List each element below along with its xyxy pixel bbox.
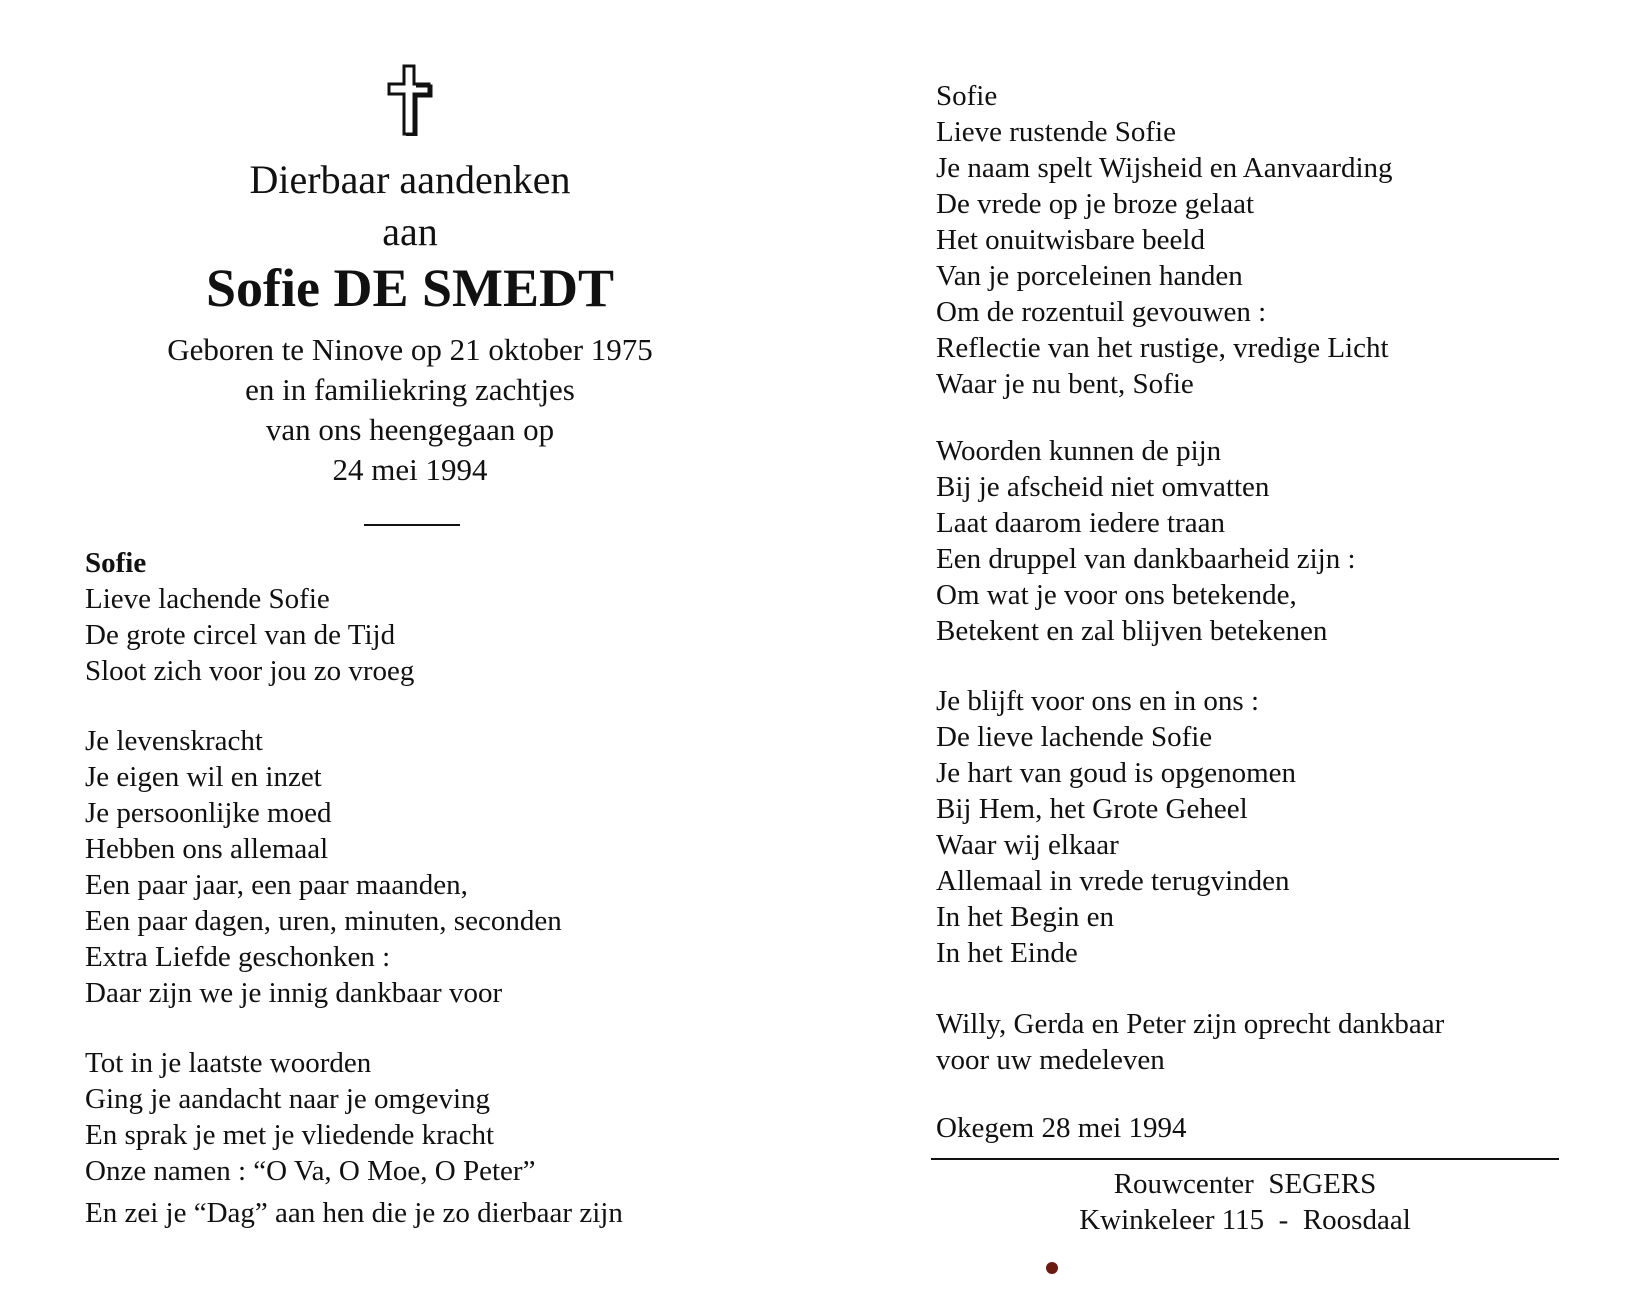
poem-line: Daar zijn we je innig dankbaar voor (85, 977, 503, 1009)
poem-line: Een paar jaar, een paar maanden, (85, 869, 468, 901)
poem-line: Lieve lachende Sofie (85, 583, 330, 615)
poem-line: Bij je afscheid niet omvatten (936, 471, 1270, 503)
poem-line: In het Begin en (936, 901, 1114, 933)
poem-stanza (936, 433, 1356, 649)
thanks-line: voor uw medeleven (936, 1044, 1165, 1076)
memorial-preposition: aan (382, 209, 438, 254)
poem-line: Een druppel van dankbaarheid zijn : (936, 543, 1356, 575)
poem-line: Waar je nu bent, Sofie (936, 368, 1194, 400)
funeral-home-name: Rouwcenter SEGERS (1113, 1168, 1377, 1200)
poem-title: Sofie (85, 547, 147, 579)
divider (364, 524, 460, 526)
poem-line: De grote circel van de Tijd (85, 619, 396, 651)
poem-line: Je blijft voor ons en in ons : (936, 685, 1260, 717)
poem-line: Lieve rustende Sofie (936, 116, 1176, 148)
funeral-home-address: Kwinkeleer 115 - Roosdaal (1079, 1204, 1411, 1236)
left-panel (0, 0, 820, 1300)
poem-line: Een paar dagen, uren, minuten, seconden (85, 905, 562, 937)
poem-line: Je levenskracht (85, 725, 263, 757)
family-line: en in familiekring zachtjes (245, 372, 575, 407)
poem-line: Om wat je voor ons betekende, (936, 579, 1297, 611)
poem-stanza (85, 545, 414, 689)
poem-stanza (936, 78, 1393, 402)
poem-line: In het Einde (936, 937, 1078, 969)
poem-line: Allemaal in vrede terugvinden (936, 865, 1290, 897)
place-date: Okegem 28 mei 1994 (936, 1112, 1187, 1144)
poem-line: Reflectie van het rustige, vredige Licht (936, 332, 1389, 364)
divider (931, 1158, 1559, 1160)
passed-line: van ons heengegaan op (265, 412, 555, 447)
poem-stanza (85, 723, 562, 1011)
poem-line: Sofie (936, 80, 998, 112)
poem-line: Je eigen wil en inzet (85, 761, 322, 793)
ink-dot (1046, 1262, 1058, 1274)
poem-stanza (85, 1045, 535, 1189)
poem-line: Om de rozentuil gevouwen : (936, 296, 1267, 328)
poem-stanza (936, 683, 1296, 971)
poem-line: Betekent en zal blijven betekenen (936, 615, 1328, 647)
thanks-line: Willy, Gerda en Peter zijn oprecht dankbaar (936, 1008, 1445, 1040)
birth-line: Geboren te Ninove op 21 oktober 1975 (167, 332, 653, 367)
thanks-note (936, 1006, 1444, 1078)
poem-line: Sloot zich voor jou zo vroeg (85, 655, 415, 687)
death-date: 24 mei 1994 (332, 452, 488, 487)
poem-line: Tot in je laatste woorden (85, 1047, 372, 1079)
poem-line: Laat daarom iedere traan (936, 507, 1226, 539)
poem-line: Je hart van goud is opgenomen (936, 757, 1297, 789)
right-panel (820, 0, 1644, 1300)
poem-line: Onze namen : “O Va, O Moe, O Peter” (85, 1155, 536, 1187)
poem-line: Je naam spelt Wijsheid en Aanvaarding (936, 152, 1393, 184)
poem-line: Ging je aandacht naar je omgeving (85, 1083, 491, 1115)
poem-line: Bij Hem, het Grote Geheel (936, 793, 1248, 825)
deceased-name: Sofie DE SMEDT (205, 258, 615, 318)
poem-line: Extra Liefde geschonken : (85, 941, 391, 973)
poem-line: De vrede op je broze gelaat (936, 188, 1255, 220)
cross-icon (385, 64, 435, 136)
poem-line: Het onuitwisbare beeld (936, 224, 1205, 256)
poem-line: En sprak je met je vliedende kracht (85, 1119, 495, 1151)
poem-line: Waar wij elkaar (936, 829, 1119, 861)
poem-line: Je persoonlijke moed (85, 797, 332, 829)
poem-line: De lieve lachende Sofie (936, 721, 1213, 753)
poem-line: Woorden kunnen de pijn (936, 435, 1222, 467)
memorial-intro: Dierbaar aandenken (249, 157, 571, 202)
poem-line: En zei je “Dag” aan hen die je zo dierbaar zijn (85, 1197, 623, 1229)
poem-line: Hebben ons allemaal (85, 833, 329, 865)
poem-line: Van je porceleinen handen (936, 260, 1243, 292)
